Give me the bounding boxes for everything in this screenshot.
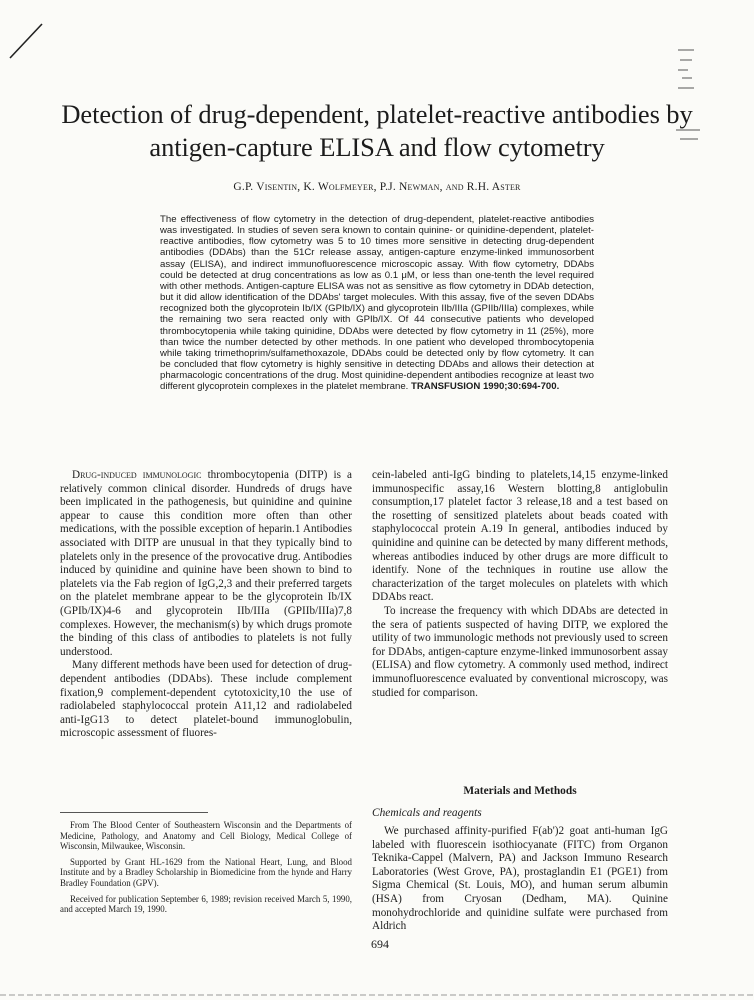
abstract-text: The effectiveness of flow cytometry in the detection of drug-dependent, platelet-reactive antibodies was investigated. In studies of seven sera known to contain quinine- or quinidine-dependent, platelet-reactive antibodies, flow cytometry was 5 to 10 times more sensitive in detecting drug-dependent antibodies (DDAbs) than the 51Cr release assay, antigen-capture enzyme-linked immunosorbent assay (ELISA), and indirect immunofluorescence microscopic assay. With flow cytometry, DDAbs could be detected at drug concentrations as low as 0.1 μM, or less than one-tenth the level required with other methods. Antigen-capture ELISA was not as sensitive as flow cytometry in DDAb detection, but it did allow identification of the DDAbs' target molecules. With this assay, five of the seven DDAbs recognized both the glycoprotein Ib/IX (GPIb/IX) and glycoprotein IIb/IIIa (GPIIb/IIIa) complexes, while the remaining two sera reacted only with GPIb/IX. Of 44 consecutive patients who developed thrombocytopenia while taking quinidine, DDAbs were detected by flow cytometry in 11 (25%), more than twice the number detected by other methods. In one patient who developed thrombocytopenia while taking trimethoprim/sulfamethoxazole, DDAbs could be detected only by flow cytometry. It can be concluded that flow cytometry is highly sensitive in detecting DDAbs and allows their detection at pharmacologic concentrations of the drug. Most quinidine-dependent antibodies recognize at least two different glycoprotein complexes in the platelet membrane. <box>160 214 594 393</box>
intro-paragraph-2: Many different methods have been used for detection of drug-dependent antibodies (DDAbs). These include complement fixation,9 complement-dependent cytotoxicity,10 the use of radiolabeled staphylococcal protein A11,12 and radiolabeled anti-IgG13 to detect platelet-bound immunoglobulin, microscopic assessment of fluores- <box>60 659 352 740</box>
footnote-rule <box>60 812 208 813</box>
journal-citation: TRANSFUSION 1990;30:694-700. <box>411 381 560 393</box>
author-list: G.P. Visentin, K. Wolfmeyer, P.J. Newman, and R.H. Aster <box>233 181 521 193</box>
intro-paragraph-1 <box>60 469 352 659</box>
footnote-support: Supported by Grant HL-1629 from the National Heart, Lung, and Blood Institute and by a Bradley Scholarship in Biomedicine from the hynde and Harry Bradley Foundation (GPV). <box>60 856 352 888</box>
abstract <box>160 214 594 393</box>
bottom-scan-edge <box>0 993 754 997</box>
article-title <box>60 98 694 164</box>
intro-paragraph-3: cein-labeled anti-IgG binding to platelets,14,15 enzyme-linked immunospecific assay,16 Western blotting,8 antiglobulin consumption,17 platelet factor 3 release,18 and a test based on the rosetting of sensitized platelets about beads coated with staphylococcal protein A.19 In general, antibodies induced by quinidine and quinine can be detected by many different methods, whereas antibodies induced by other drugs are more difficult to identify. None of the techniques in routine use allow the characterization of the target molecules on platelets with which DDAbs react. <box>372 469 668 604</box>
title-line-2: antigen-capture ELISA and flow cytometry <box>149 132 605 162</box>
pen-slash-mark <box>6 22 46 62</box>
body-column-left <box>60 469 352 741</box>
body-column-right <box>372 469 668 700</box>
methods-column <box>372 825 668 934</box>
title-line-1: Detection of drug-dependent, platelet-reactive antibodies by <box>61 99 693 129</box>
methods-paragraph-1: We purchased affinity-purified F(ab')2 goat anti-human IgG labeled with fluorescein isothiocyanate (FITC) from Organon Teknika-Cappel (Malvern, PA) and Jackson Immuno Research Laboratories (West Grove, PA), prostaglandin E1 (PGE1) from Sigma Chemical (St. Louis, MO), and human serum albumin (HSA) from Cryosan (Dedham, MA). Quinine monohydrochloride and quinidine sulfate were purchased from Aldrich <box>372 825 668 933</box>
page-number: 694 <box>371 937 389 951</box>
subsection-heading: Chemicals and reagents <box>372 807 482 819</box>
footnotes <box>60 820 352 920</box>
footnote-received: Received for publication September 6, 1989; revision received March 5, 1990, and accepted March 19, 1990. <box>60 893 352 915</box>
section-heading: Materials and Methods <box>463 785 577 797</box>
intro-lead-words: Drug-induced immunologic <box>72 469 202 481</box>
intro-paragraph-1-text: thrombocytopenia (DITP) is a relatively common clinical disorder. Hundreds of drugs have been implicated in the pathogenesis, but quinidine and quinine appear to cause this condition more often than other medications, with the possible exception of heparin.1 Antibodies associated with DITP are unusual in that they typically bind to platelets only in the presence of the provocative drug. Antibodies induced by quinidine and quinine have been shown to bind to platelets via the Fab region of IgG,2,3 and their preferred targets on the platelet membrane appear to be the glycoprotein Ib/IX (GPIb/IX)4-6 and glycoprotein IIb/IIIa (GPIIb/IIIa)7,8 complexes. However, the mechanism(s) by which drugs promote the binding of this class of antibodies to platelets is not fully understood. <box>60 469 353 658</box>
intro-paragraph-4: To increase the frequency with which DDAbs are detected in the sera of patients suspected of having DITP, we explored the utility of two immunologic methods not previously used to screen for DDAbs, antigen-capture enzyme-linked immunosorbent assay (ELISA) and flow cytometry. A commonly used method, indirect immunofluorescence evaluated by conventional microscopy, was studied for comparison. <box>372 604 668 699</box>
footnote-affiliation: From The Blood Center of Southeastern Wisconsin and the Departments of Medicine, Pathology, and Anatomy and Cell Biology, Medical College of Wisconsin, Milwaukee, Wisconsin. <box>60 820 352 852</box>
